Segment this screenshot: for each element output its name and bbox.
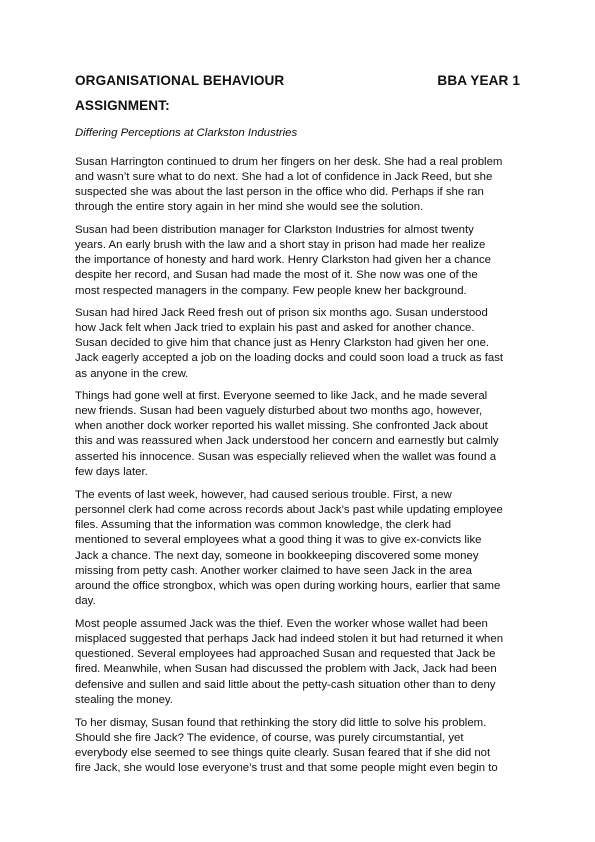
text-line: defensive and sullen and said little about the petty-cash situation other than to deny xyxy=(75,678,496,691)
text-line: missing from petty cash. Another worker claimed to have seen Jack in the area xyxy=(75,564,472,577)
text-line: few days later. xyxy=(75,465,148,478)
text-line: files. Assuming that the information was common knowledge, the clerk had xyxy=(75,519,452,532)
text-line: Susan decided to give him that chance just as Henry Clarkston had given her one. xyxy=(75,337,490,350)
paragraph-5 xyxy=(75,488,535,609)
text-line: this and was reassured when Jack understood her concern and earnestly but calmly xyxy=(75,435,499,448)
text-line: stealing the money. xyxy=(75,693,173,706)
text-line: the importance of honesty and hard work. Henry Clarkston had given her a chance xyxy=(75,254,491,267)
text-line: misplaced suggested that perhaps Jack had indeed stolen it but had returned it when xyxy=(75,633,504,646)
year-label: BBA YEAR 1 xyxy=(437,73,520,88)
text-line: Most people assumed Jack was the thief. Even the worker whose wallet had been xyxy=(75,618,488,630)
text-line: asserted his innocence. Susan was especially relieved when the wallet was found a xyxy=(75,450,497,463)
text-line: years. An early brush with the law and a short stay in prison had made her realize xyxy=(75,239,486,252)
text-line: day. xyxy=(75,594,96,607)
header-row xyxy=(75,73,520,89)
text-line: Things had gone well at first. Everyone seemed to like Jack, and he made several xyxy=(75,390,488,402)
text-line: when another dock worker reported his wallet missing. She confronted Jack about xyxy=(75,420,488,433)
text-line: suspected she was about the last person in the office who did. Perhaps if she ran xyxy=(75,186,484,199)
text-line: Susan had been distribution manager for Clarkston Industries for almost twenty xyxy=(75,224,474,236)
text-line: fire Jack, she would lose everyone’s trust and that some people might even begin to xyxy=(75,762,498,775)
course-title: ORGANISATIONAL BEHAVIOUR xyxy=(75,73,285,88)
paragraph-1 xyxy=(75,155,535,216)
text-line: questioned. Several employees had approached Susan and requested that Jack be xyxy=(75,648,496,661)
assignment-heading: ASSIGNMENT: xyxy=(75,98,170,113)
text-line: personnel clerk had come across records about Jack’s past while updating employee xyxy=(75,504,503,517)
text-line: around the office strongbox, which was open during working hours, earlier that same xyxy=(75,579,501,592)
text-line: as anyone in the crew. xyxy=(75,367,189,380)
paragraph-7 xyxy=(75,716,535,777)
text-line: Jack eagerly accepted a job on the loading docks and could soon load a truck as fast xyxy=(75,352,504,365)
text-line: mentioned to several employees what a good thing it was to give ex-convicts like xyxy=(75,534,482,547)
paragraph-6 xyxy=(75,617,535,708)
text-line: and wasn’t sure what to do next. She had a lot of confidence in Jack Reed, but she xyxy=(75,171,493,184)
text-line: Jack a chance. The next day, someone in bookkeeping discovered some money xyxy=(75,549,479,562)
paragraph-3 xyxy=(75,306,535,382)
case-title: Differing Perceptions at Clarkston Industries xyxy=(75,127,298,139)
text-line: The events of last week, however, had caused serious trouble. First, a new xyxy=(75,489,452,501)
text-line: most respected managers in the company. Few people knew her background. xyxy=(75,284,467,297)
text-line: despite her record, and Susan had made the most of it. She now was one of the xyxy=(75,269,478,282)
text-line: new friends. Susan had been vaguely disturbed about two months ago, however, xyxy=(75,405,483,418)
text-line: Should she fire Jack? The evidence, of course, was purely circumstantial, yet xyxy=(75,732,464,745)
text-line: To her dismay, Susan found that rethinking the story did little to solve his problem. xyxy=(75,717,487,729)
paragraph-2 xyxy=(75,223,535,299)
text-line: Susan had hired Jack Reed fresh out of prison six months ago. Susan understood xyxy=(75,307,488,319)
text-line: fired. Meanwhile, when Susan had discussed the problem with Jack, Jack had been xyxy=(75,663,497,676)
text-line: how Jack felt when Jack tried to explain his past and asked for another chance. xyxy=(75,322,475,335)
paragraph-4 xyxy=(75,389,535,480)
text-line: Susan Harrington continued to drum her fingers on her desk. She had a real problem xyxy=(75,156,503,168)
text-line: everybody else seemed to see things quite clearly. Susan feared that if she did not xyxy=(75,747,491,760)
text-line: through the entire story again in her mind she would see the solution. xyxy=(75,201,424,214)
